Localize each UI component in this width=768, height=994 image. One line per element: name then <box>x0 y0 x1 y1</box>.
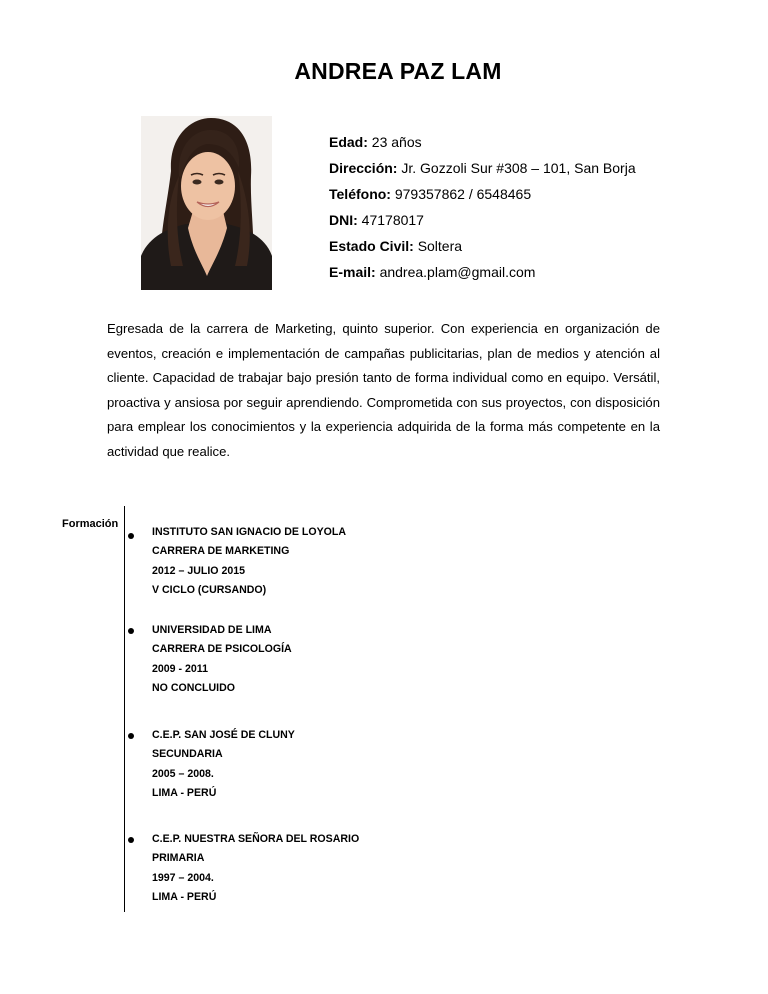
phone-value: 979357862 / 6548465 <box>394 186 532 202</box>
education-status: V CICLO (CURSANDO) <box>152 584 267 597</box>
education-status: NO CONCLUIDO <box>152 682 235 695</box>
civil-status-value: Soltera <box>417 238 463 254</box>
education-section-label: Formación <box>62 518 119 530</box>
civil-status-label: Estado Civil: <box>329 238 414 254</box>
page-title: ANDREA PAZ LAM <box>294 58 502 84</box>
age-row <box>329 129 636 155</box>
profile-summary: Egresada de la carrera de Marketing, quinto superior. Con experiencia en organización de eventos, creación e implementación de campañas publicitarias, plan de medios y atención al cliente. Capacidad de trabajar bajo presión tanto de forma individual como en equipo. Versátil, proactiva y ansiosa por seguir aprendiendo. Comprometida con sus proyectos, con disposición para emplear los conocimientos y la experiencia adquirida de la forma más competente en la actividad que realice. <box>107 321 660 459</box>
education-status: LIMA - PERÚ <box>152 891 217 904</box>
email-row <box>329 259 636 285</box>
bullet-icon <box>128 837 134 843</box>
email-label: E-mail: <box>329 264 376 280</box>
education-period: 1997 – 2004. <box>152 871 214 884</box>
age-value: 23 años <box>371 134 422 150</box>
civil-status-row <box>329 233 636 259</box>
phone-row <box>329 181 636 207</box>
address-value: Jr. Gozzoli Sur #308 – 101, San Borja <box>401 160 636 176</box>
education-institution: INSTITUTO SAN IGNACIO DE LOYOLA <box>152 526 347 538</box>
education-institution: C.E.P. SAN JOSÉ DE CLUNY <box>152 729 295 741</box>
education-institution: C.E.P. NUESTRA SEÑORA DEL ROSARIO <box>152 833 360 845</box>
email-value[interactable]: andrea.plam@gmail.com <box>379 264 536 280</box>
education-institution: UNIVERSIDAD DE LIMA <box>152 624 272 636</box>
education-program: SECUNDARIA <box>152 748 223 761</box>
age-label: Edad: <box>329 134 368 150</box>
education-item <box>152 621 292 699</box>
address-label: Dirección: <box>329 160 398 176</box>
bullet-icon <box>128 533 134 539</box>
education-period: 2012 – JULIO 2015 <box>152 564 246 577</box>
education-item <box>152 726 295 804</box>
education-program: CARRERA DE MARKETING <box>152 545 290 558</box>
address-row <box>329 155 636 181</box>
phone-label: Teléfono: <box>329 186 391 202</box>
education-item <box>152 830 359 908</box>
education-period: 2009 - 2011 <box>152 662 208 675</box>
dni-row <box>329 207 636 233</box>
profile-photo <box>141 116 272 290</box>
bullet-icon <box>128 733 134 739</box>
education-program: CARRERA DE PSICOLOGÍA <box>152 643 292 656</box>
education-item <box>152 523 346 601</box>
dni-value: 47178017 <box>361 212 424 228</box>
dni-label: DNI: <box>329 212 358 228</box>
bullet-icon <box>128 628 134 634</box>
education-status: LIMA - PERÚ <box>152 787 217 800</box>
education-program: PRIMARIA <box>152 852 205 865</box>
education-period: 2005 – 2008. <box>152 767 214 780</box>
personal-info <box>329 129 636 285</box>
section-divider <box>124 506 125 912</box>
